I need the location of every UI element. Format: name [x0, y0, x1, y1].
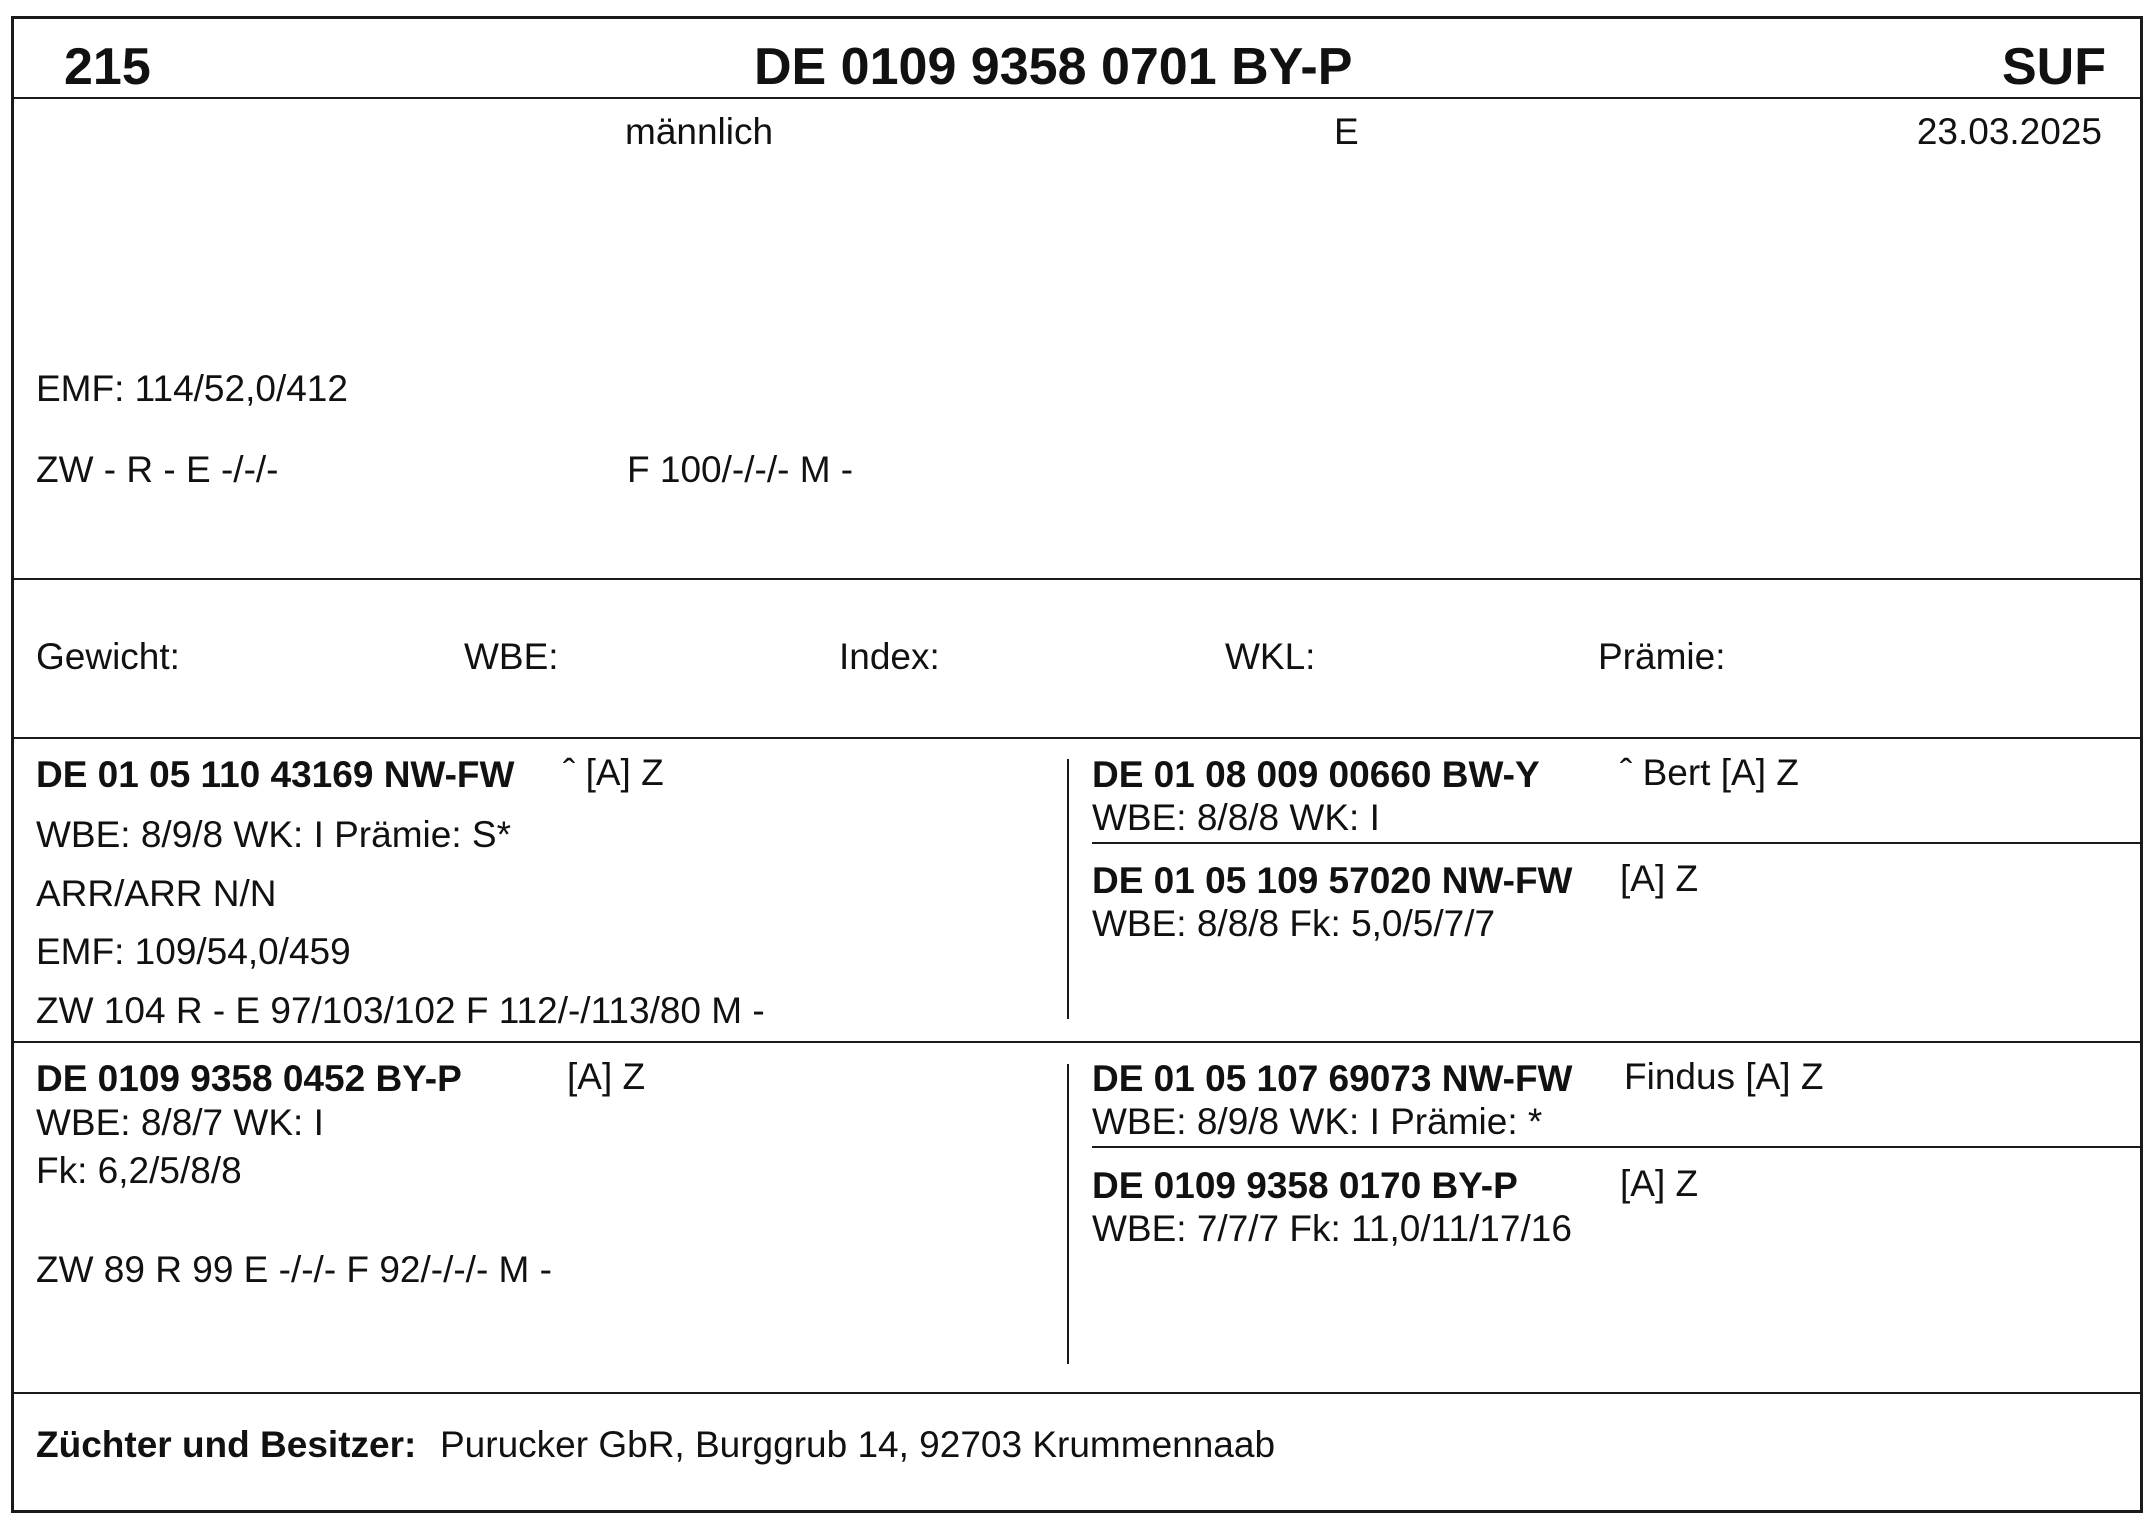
zw-left: ZW - R - E -/-/-	[36, 449, 279, 490]
sire-dam-tags: [A] Z	[1620, 858, 1699, 899]
divider	[14, 1041, 2140, 1043]
wkl-label: WKL:	[1225, 636, 1316, 677]
divider	[14, 97, 2140, 99]
wbe-label: WBE:	[464, 636, 559, 677]
sex: männlich	[625, 111, 774, 152]
breed-code: SUF	[2002, 38, 2106, 96]
divider	[14, 1392, 2140, 1394]
dam-tags: [A] Z	[567, 1056, 646, 1097]
index-label: Index:	[839, 636, 940, 677]
divider	[14, 578, 2140, 580]
dam-dam-tags: [A] Z	[1620, 1163, 1699, 1204]
sire-wbe: WBE: 8/9/8 WK: I Prämie: S*	[36, 814, 511, 855]
column-divider	[1067, 1064, 1069, 1364]
column-divider	[1067, 759, 1069, 1019]
sire-emf: EMF: 109/54,0/459	[36, 931, 351, 972]
animal-card	[11, 16, 2143, 1513]
sire-zw: ZW 104 R - E 97/103/102 F 112/-/113/80 M -	[36, 990, 765, 1031]
divider	[1092, 1146, 2140, 1148]
animal-id: DE 0109 9358 0701 BY-P	[754, 38, 1353, 96]
dam-id: DE 0109 9358 0452 BY-P	[36, 1058, 462, 1099]
sire-id: DE 01 05 110 43169 NW-FW	[36, 754, 515, 795]
grade: E	[1334, 111, 1359, 152]
dam-sire-id: DE 01 05 107 69073 NW-FW	[1092, 1058, 1573, 1099]
dam-sire-wbe: WBE: 8/9/8 WK: I Prämie: *	[1092, 1101, 1543, 1142]
breeder-value: Purucker GbR, Burggrub 14, 92703 Krummennaab	[440, 1424, 1276, 1465]
sire-sire-wbe: WBE: 8/8/8 WK: I	[1092, 797, 1380, 838]
divider	[14, 737, 2140, 739]
sire-sire-id: DE 01 08 009 00660 BW-Y	[1092, 754, 1540, 795]
dam-dam-wbe: WBE: 7/7/7 Fk: 11,0/11/17/16	[1092, 1208, 1572, 1249]
sire-tags: ˆ [A] Z	[563, 752, 664, 793]
catalog-number: 215	[64, 38, 151, 96]
praemie-label: Prämie:	[1598, 636, 1726, 677]
sire-arr: ARR/ARR N/N	[36, 873, 277, 914]
gewicht-label: Gewicht:	[36, 636, 180, 677]
date: 23.03.2025	[1916, 111, 2102, 152]
dam-wbe: WBE: 8/8/7 WK: I	[36, 1102, 324, 1143]
dam-fk: Fk: 6,2/5/8/8	[36, 1150, 242, 1191]
breeder-label: Züchter und Besitzer:	[36, 1424, 417, 1465]
divider	[1092, 842, 2140, 844]
sire-dam-wbe: WBE: 8/8/8 Fk: 5,0/5/7/7	[1092, 903, 1496, 944]
dam-zw: ZW 89 R 99 E -/-/- F 92/-/-/- M -	[36, 1249, 552, 1290]
zw-right: F 100/-/-/- M -	[627, 449, 854, 490]
dam-sire-tags: Findus [A] Z	[1624, 1056, 1824, 1097]
sire-sire-tags: ˆ Bert [A] Z	[1620, 752, 1799, 793]
sire-dam-id: DE 01 05 109 57020 NW-FW	[1092, 860, 1573, 901]
dam-dam-id: DE 0109 9358 0170 BY-P	[1092, 1165, 1518, 1206]
emf-value: EMF: 114/52,0/412	[36, 368, 348, 409]
